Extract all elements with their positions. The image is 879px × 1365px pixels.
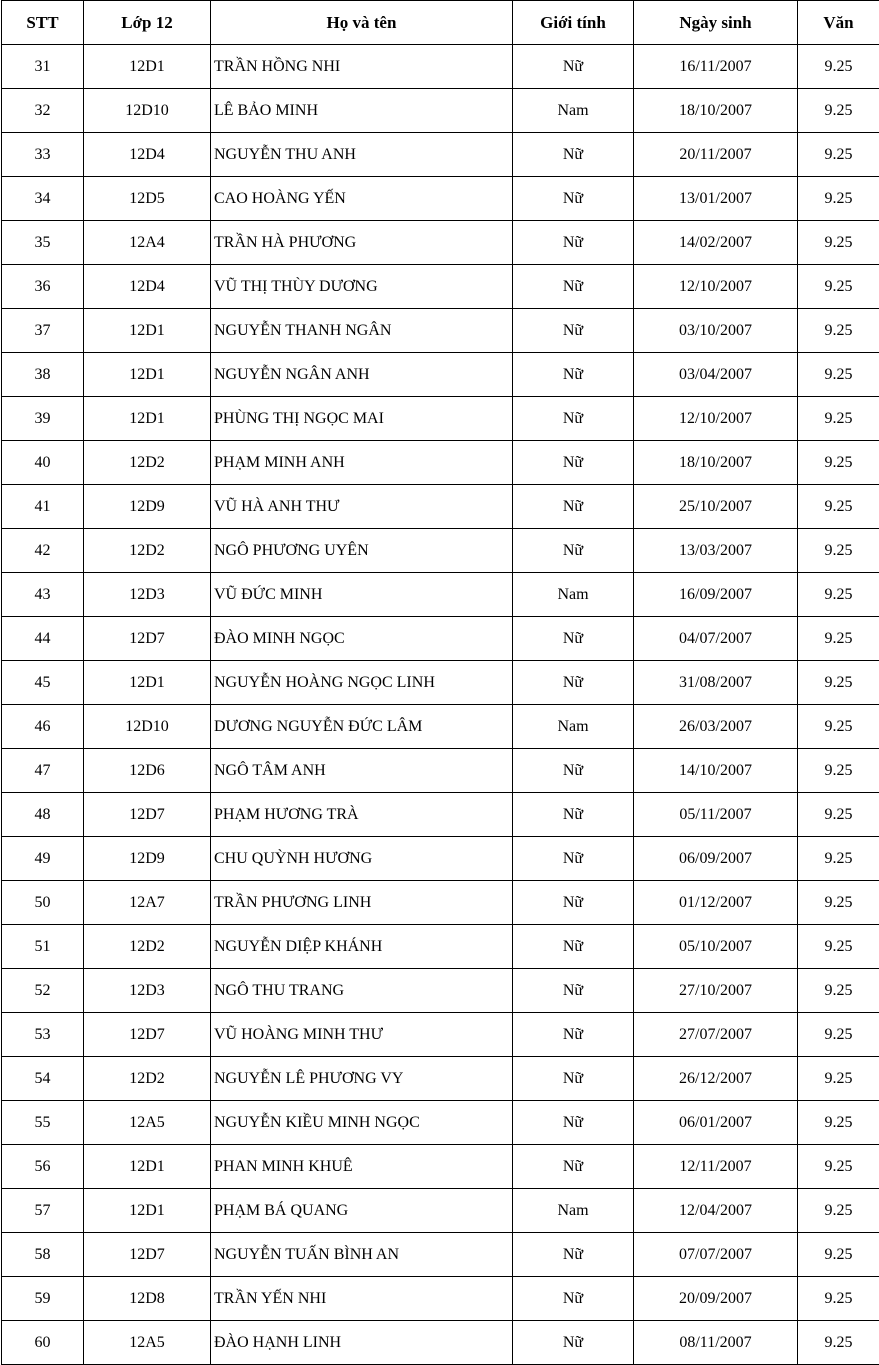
row-name-cell: NGUYỄN NGÂN ANH <box>211 353 513 397</box>
row-stt-cell: 56 <box>2 1145 84 1189</box>
row-gender-cell: Nữ <box>513 1101 634 1145</box>
row-birth-date-cell: 14/10/2007 <box>634 749 798 793</box>
row-name-cell: NGUYỄN THANH NGÂN <box>211 309 513 353</box>
row-class-cell: 12D1 <box>84 661 211 705</box>
table-row <box>2 617 879 661</box>
row-gender-cell: Nữ <box>513 969 634 1013</box>
row-score-cell: 9.25 <box>798 837 879 881</box>
row-stt-cell: 53 <box>2 1013 84 1057</box>
row-class-cell: 12D6 <box>84 749 211 793</box>
table-row <box>2 1277 879 1321</box>
row-birth-date-cell: 05/10/2007 <box>634 925 798 969</box>
row-stt-cell: 58 <box>2 1233 84 1277</box>
row-name-cell: VŨ HOÀNG MINH THƯ <box>211 1013 513 1057</box>
row-stt-cell: 47 <box>2 749 84 793</box>
row-stt-cell: 37 <box>2 309 84 353</box>
table-body <box>2 45 879 1365</box>
row-birth-date-cell: 26/03/2007 <box>634 705 798 749</box>
table-row <box>2 661 879 705</box>
table-row <box>2 529 879 573</box>
row-name-cell: PHÙNG THỊ NGỌC MAI <box>211 397 513 441</box>
row-score-cell: 9.25 <box>798 529 879 573</box>
row-gender-cell: Nam <box>513 89 634 133</box>
table-row <box>2 485 879 529</box>
row-birth-date-cell: 20/09/2007 <box>634 1277 798 1321</box>
table-row <box>2 45 879 89</box>
row-gender-cell: Nữ <box>513 925 634 969</box>
row-birth-date-cell: 08/11/2007 <box>634 1321 798 1365</box>
row-name-cell: VŨ ĐỨC MINH <box>211 573 513 617</box>
row-class-cell: 12D9 <box>84 485 211 529</box>
row-class-cell: 12A5 <box>84 1101 211 1145</box>
row-birth-date-cell: 12/10/2007 <box>634 397 798 441</box>
row-name-cell: NGUYỄN TUẤN BÌNH AN <box>211 1233 513 1277</box>
row-birth-date-cell: 12/04/2007 <box>634 1189 798 1233</box>
row-score-cell: 9.25 <box>798 309 879 353</box>
row-birth-date-cell: 26/12/2007 <box>634 1057 798 1101</box>
row-class-cell: 12D1 <box>84 309 211 353</box>
row-name-cell: NGÔ THU TRANG <box>211 969 513 1013</box>
row-stt-cell: 51 <box>2 925 84 969</box>
table-row <box>2 133 879 177</box>
row-score-cell: 9.25 <box>798 397 879 441</box>
row-score-cell: 9.25 <box>798 1321 879 1365</box>
row-name-cell: CAO HOÀNG YẾN <box>211 177 513 221</box>
row-birth-date-cell: 16/11/2007 <box>634 45 798 89</box>
row-name-cell: TRẦN HỒNG NHI <box>211 45 513 89</box>
row-stt-cell: 40 <box>2 441 84 485</box>
table-row <box>2 1189 879 1233</box>
row-stt-cell: 38 <box>2 353 84 397</box>
row-stt-cell: 46 <box>2 705 84 749</box>
row-class-cell: 12D4 <box>84 265 211 309</box>
row-score-cell: 9.25 <box>798 89 879 133</box>
row-gender-cell: Nữ <box>513 1277 634 1321</box>
row-score-cell: 9.25 <box>798 573 879 617</box>
row-name-cell: CHU QUỲNH HƯƠNG <box>211 837 513 881</box>
row-gender-cell: Nữ <box>513 177 634 221</box>
row-score-cell: 9.25 <box>798 749 879 793</box>
header-birth-date: Ngày sinh <box>634 1 798 45</box>
table-row <box>2 925 879 969</box>
row-score-cell: 9.25 <box>798 133 879 177</box>
row-stt-cell: 45 <box>2 661 84 705</box>
row-name-cell: PHẠM HƯƠNG TRÀ <box>211 793 513 837</box>
row-birth-date-cell: 04/07/2007 <box>634 617 798 661</box>
row-birth-date-cell: 06/09/2007 <box>634 837 798 881</box>
row-score-cell: 9.25 <box>798 705 879 749</box>
row-birth-date-cell: 13/03/2007 <box>634 529 798 573</box>
row-name-cell: PHẠM MINH ANH <box>211 441 513 485</box>
row-stt-cell: 54 <box>2 1057 84 1101</box>
row-gender-cell: Nữ <box>513 837 634 881</box>
table-row <box>2 221 879 265</box>
row-name-cell: NGÔ TÂM ANH <box>211 749 513 793</box>
row-class-cell: 12D7 <box>84 617 211 661</box>
row-score-cell: 9.25 <box>798 925 879 969</box>
row-stt-cell: 55 <box>2 1101 84 1145</box>
table-row <box>2 309 879 353</box>
row-score-cell: 9.25 <box>798 1277 879 1321</box>
row-birth-date-cell: 06/01/2007 <box>634 1101 798 1145</box>
row-score-cell: 9.25 <box>798 441 879 485</box>
row-birth-date-cell: 03/04/2007 <box>634 353 798 397</box>
row-birth-date-cell: 12/11/2007 <box>634 1145 798 1189</box>
row-name-cell: PHẠM BÁ QUANG <box>211 1189 513 1233</box>
row-stt-cell: 43 <box>2 573 84 617</box>
row-gender-cell: Nữ <box>513 133 634 177</box>
header-gender: Giới tính <box>513 1 634 45</box>
row-name-cell: NGUYỄN LÊ PHƯƠNG VY <box>211 1057 513 1101</box>
row-gender-cell: Nữ <box>513 1321 634 1365</box>
row-class-cell: 12D1 <box>84 353 211 397</box>
row-stt-cell: 44 <box>2 617 84 661</box>
row-gender-cell: Nam <box>513 705 634 749</box>
row-class-cell: 12D3 <box>84 969 211 1013</box>
header-stt: STT <box>2 1 84 45</box>
table-row <box>2 705 879 749</box>
row-stt-cell: 59 <box>2 1277 84 1321</box>
row-stt-cell: 57 <box>2 1189 84 1233</box>
table-row <box>2 1145 879 1189</box>
row-stt-cell: 39 <box>2 397 84 441</box>
row-class-cell: 12D1 <box>84 1189 211 1233</box>
row-score-cell: 9.25 <box>798 1189 879 1233</box>
row-name-cell: NGÔ PHƯƠNG UYÊN <box>211 529 513 573</box>
row-name-cell: LÊ BẢO MINH <box>211 89 513 133</box>
row-stt-cell: 35 <box>2 221 84 265</box>
row-birth-date-cell: 25/10/2007 <box>634 485 798 529</box>
row-stt-cell: 36 <box>2 265 84 309</box>
row-class-cell: 12D10 <box>84 89 211 133</box>
row-stt-cell: 34 <box>2 177 84 221</box>
row-class-cell: 12D5 <box>84 177 211 221</box>
row-gender-cell: Nữ <box>513 1233 634 1277</box>
row-name-cell: DƯƠNG NGUYỄN ĐỨC LÂM <box>211 705 513 749</box>
table-row <box>2 573 879 617</box>
row-name-cell: PHAN MINH KHUÊ <box>211 1145 513 1189</box>
row-score-cell: 9.25 <box>798 45 879 89</box>
row-class-cell: 12D2 <box>84 441 211 485</box>
row-score-cell: 9.25 <box>798 793 879 837</box>
row-score-cell: 9.25 <box>798 1101 879 1145</box>
row-birth-date-cell: 12/10/2007 <box>634 265 798 309</box>
row-class-cell: 12D9 <box>84 837 211 881</box>
row-score-cell: 9.25 <box>798 221 879 265</box>
header-full-name: Họ và tên <box>211 1 513 45</box>
row-gender-cell: Nam <box>513 1189 634 1233</box>
table-row <box>2 353 879 397</box>
row-score-cell: 9.25 <box>798 661 879 705</box>
row-birth-date-cell: 20/11/2007 <box>634 133 798 177</box>
row-stt-cell: 48 <box>2 793 84 837</box>
row-name-cell: ĐÀO MINH NGỌC <box>211 617 513 661</box>
row-gender-cell: Nữ <box>513 793 634 837</box>
row-gender-cell: Nữ <box>513 441 634 485</box>
row-name-cell: NGUYỄN HOÀNG NGỌC LINH <box>211 661 513 705</box>
row-gender-cell: Nữ <box>513 45 634 89</box>
row-class-cell: 12A5 <box>84 1321 211 1365</box>
row-stt-cell: 50 <box>2 881 84 925</box>
row-stt-cell: 42 <box>2 529 84 573</box>
row-name-cell: NGUYỄN THU ANH <box>211 133 513 177</box>
row-stt-cell: 31 <box>2 45 84 89</box>
row-class-cell: 12D1 <box>84 397 211 441</box>
row-score-cell: 9.25 <box>798 1057 879 1101</box>
row-birth-date-cell: 14/02/2007 <box>634 221 798 265</box>
row-class-cell: 12D7 <box>84 1013 211 1057</box>
row-class-cell: 12D8 <box>84 1277 211 1321</box>
table-row <box>2 749 879 793</box>
table-header-row <box>2 1 879 45</box>
table-row <box>2 177 879 221</box>
row-birth-date-cell: 13/01/2007 <box>634 177 798 221</box>
row-name-cell: NGUYỄN DIỆP KHÁNH <box>211 925 513 969</box>
row-name-cell: VŨ HÀ ANH THƯ <box>211 485 513 529</box>
row-birth-date-cell: 27/10/2007 <box>634 969 798 1013</box>
row-score-cell: 9.25 <box>798 1013 879 1057</box>
row-gender-cell: Nữ <box>513 617 634 661</box>
table-row <box>2 1321 879 1365</box>
table-row <box>2 1013 879 1057</box>
table-row <box>2 1057 879 1101</box>
row-gender-cell: Nam <box>513 573 634 617</box>
table-row <box>2 89 879 133</box>
row-gender-cell: Nữ <box>513 749 634 793</box>
row-stt-cell: 33 <box>2 133 84 177</box>
row-stt-cell: 52 <box>2 969 84 1013</box>
row-birth-date-cell: 16/09/2007 <box>634 573 798 617</box>
table-row <box>2 1233 879 1277</box>
table-row <box>2 793 879 837</box>
row-name-cell: NGUYỄN KIỀU MINH NGỌC <box>211 1101 513 1145</box>
row-birth-date-cell: 18/10/2007 <box>634 89 798 133</box>
row-birth-date-cell: 27/07/2007 <box>634 1013 798 1057</box>
row-name-cell: VŨ THỊ THÙY DƯƠNG <box>211 265 513 309</box>
row-score-cell: 9.25 <box>798 1233 879 1277</box>
row-stt-cell: 41 <box>2 485 84 529</box>
row-birth-date-cell: 18/10/2007 <box>634 441 798 485</box>
row-class-cell: 12D2 <box>84 1057 211 1101</box>
row-class-cell: 12D2 <box>84 925 211 969</box>
row-gender-cell: Nữ <box>513 529 634 573</box>
row-birth-date-cell: 31/08/2007 <box>634 661 798 705</box>
row-score-cell: 9.25 <box>798 177 879 221</box>
row-gender-cell: Nữ <box>513 1013 634 1057</box>
row-gender-cell: Nữ <box>513 485 634 529</box>
student-score-table <box>1 0 879 1365</box>
row-class-cell: 12A4 <box>84 221 211 265</box>
row-stt-cell: 49 <box>2 837 84 881</box>
row-class-cell: 12D1 <box>84 45 211 89</box>
row-score-cell: 9.25 <box>798 617 879 661</box>
row-score-cell: 9.25 <box>798 1145 879 1189</box>
row-gender-cell: Nữ <box>513 397 634 441</box>
row-stt-cell: 32 <box>2 89 84 133</box>
table-row <box>2 265 879 309</box>
row-gender-cell: Nữ <box>513 661 634 705</box>
row-gender-cell: Nữ <box>513 221 634 265</box>
row-class-cell: 12D3 <box>84 573 211 617</box>
table-row <box>2 969 879 1013</box>
row-gender-cell: Nữ <box>513 1057 634 1101</box>
row-class-cell: 12D10 <box>84 705 211 749</box>
header-class: Lớp 12 <box>84 1 211 45</box>
row-score-cell: 9.25 <box>798 265 879 309</box>
row-birth-date-cell: 05/11/2007 <box>634 793 798 837</box>
row-gender-cell: Nữ <box>513 265 634 309</box>
header-literature-score: Văn <box>798 1 879 45</box>
row-gender-cell: Nữ <box>513 1145 634 1189</box>
row-gender-cell: Nữ <box>513 309 634 353</box>
row-name-cell: TRẦN YẾN NHI <box>211 1277 513 1321</box>
row-name-cell: TRẦN PHƯƠNG LINH <box>211 881 513 925</box>
row-score-cell: 9.25 <box>798 881 879 925</box>
row-class-cell: 12D4 <box>84 133 211 177</box>
row-name-cell: ĐÀO HẠNH LINH <box>211 1321 513 1365</box>
row-class-cell: 12D2 <box>84 529 211 573</box>
row-class-cell: 12A7 <box>84 881 211 925</box>
row-score-cell: 9.25 <box>798 969 879 1013</box>
row-score-cell: 9.25 <box>798 485 879 529</box>
row-gender-cell: Nữ <box>513 353 634 397</box>
row-score-cell: 9.25 <box>798 353 879 397</box>
row-stt-cell: 60 <box>2 1321 84 1365</box>
row-name-cell: TRẦN HÀ PHƯƠNG <box>211 221 513 265</box>
row-birth-date-cell: 01/12/2007 <box>634 881 798 925</box>
row-class-cell: 12D1 <box>84 1145 211 1189</box>
row-gender-cell: Nữ <box>513 881 634 925</box>
table-row <box>2 441 879 485</box>
table-row <box>2 837 879 881</box>
row-class-cell: 12D7 <box>84 793 211 837</box>
row-birth-date-cell: 03/10/2007 <box>634 309 798 353</box>
table-row <box>2 881 879 925</box>
row-birth-date-cell: 07/07/2007 <box>634 1233 798 1277</box>
table-row <box>2 397 879 441</box>
table-row <box>2 1101 879 1145</box>
row-class-cell: 12D7 <box>84 1233 211 1277</box>
